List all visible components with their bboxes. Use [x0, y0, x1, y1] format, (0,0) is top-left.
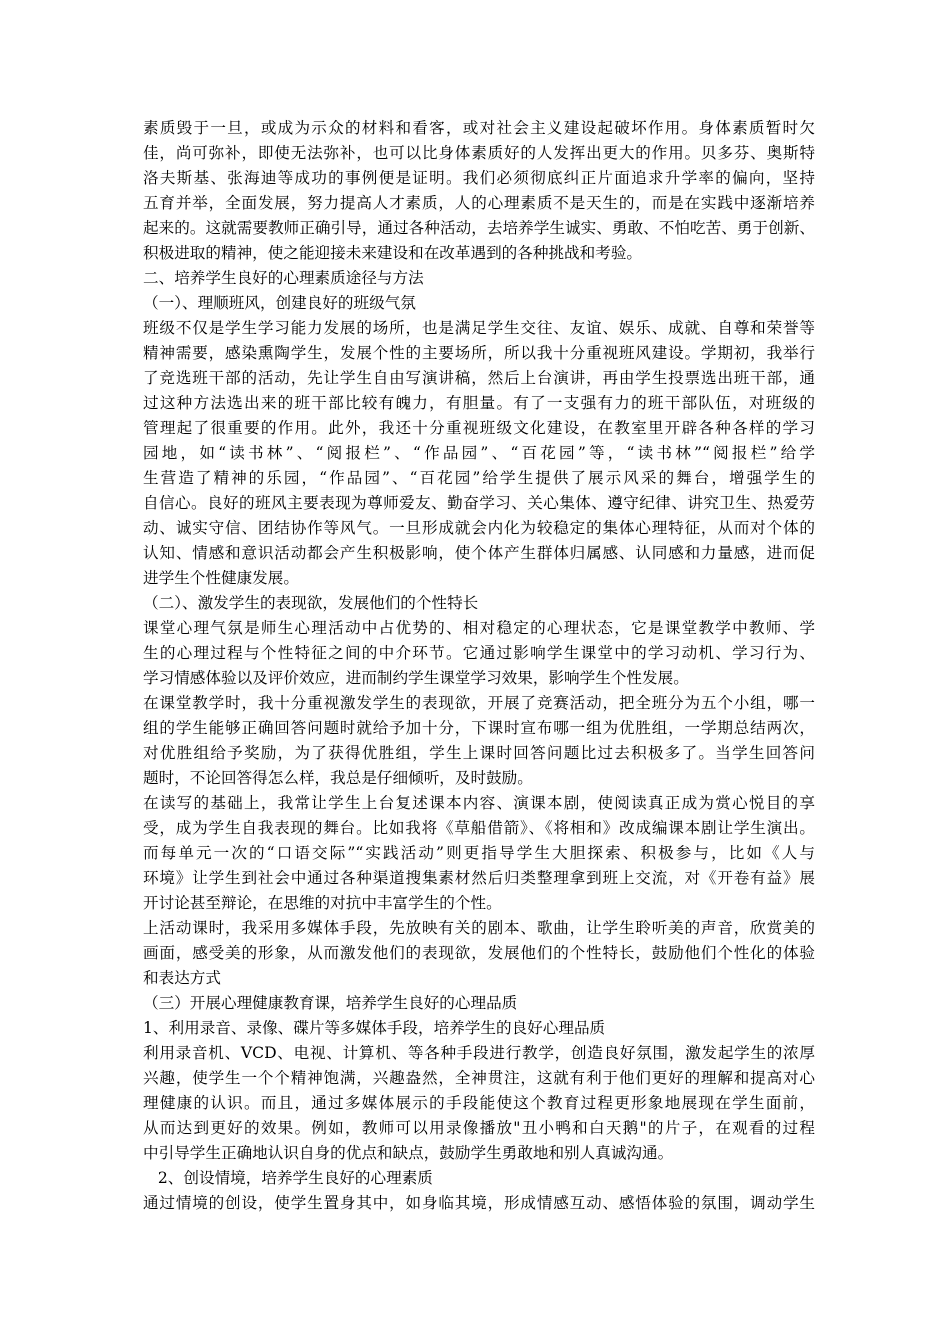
text-line: 和表达方式 — [143, 969, 221, 987]
text-line: 进学生个性健康发展。 — [143, 569, 299, 587]
text-line: 上活动课时，我采用多媒体手段，先放映有关的剧本、歌曲，让学生聆听美的声音，欣赏美的 — [143, 919, 815, 937]
text-line: 积极进取的精神，使之能迎接未来建设和在改革遇到的各种挑战和考验。 — [143, 244, 643, 262]
text-line: 中引导学生正确地认识自身的优点和缺点，鼓励学生勇敢地和别人真诚沟通。 — [143, 1144, 674, 1162]
text-line: 而每单元一次的“口语交际”“实践活动”则更指导学生大胆探索、积极参与，比如《人与 — [143, 844, 815, 862]
text-line: 自信心。良好的班风主要表现为尊师爱友、勤奋学习、关心集体、遵守纪律、讲究卫生、热爱劳 — [143, 494, 815, 512]
text-line: 精神需要，感染熏陶学生，发展个性的主要场所，所以我十分重视班风建设。学期初，我举行 — [143, 344, 815, 362]
text-line: 利用录音机、VCD、电视、计算机、等各种手段进行教学，创造良好氛围，激发起学生的浓厚 — [143, 1044, 815, 1062]
subsection-heading: （二）、激发学生的表现欲，发展他们的个性特长 — [143, 594, 479, 612]
text-line: 题时，不论回答得怎么样，我总是仔细倾听，及时鼓励。 — [143, 769, 533, 787]
text-line: 对优胜组给予奖励，为了获得优胜组，学生上课时回答问题比过去积极多了。当学生回答问 — [143, 744, 815, 762]
text-line: 通过情境的创设，使学生置身其中，如身临其境，形成情感互动、感悟体验的氛围，调动学生 — [143, 1194, 815, 1212]
item-heading: 1、利用录音、录像、碟片等多媒体手段，培养学生的良好心理品质 — [143, 1019, 606, 1037]
text-line: 了竞选班干部的活动，先让学生自由写演讲稿，然后上台演讲，再由学生投票选出班干部，通 — [143, 369, 815, 387]
text-line: 理健康的认识。而且，通过多媒体展示的手段能使这个教育过程更形象地展现在学生面前， — [143, 1094, 815, 1112]
subsection-heading: （三）开展心理健康教育课，培养学生良好的心理品质 — [143, 994, 518, 1012]
text-line: 园地，如“读书林”、“阅报栏”、“作品园”、“百花园”等，“读书林”“阅报栏”给学 — [143, 444, 815, 462]
text-line: 组的学生能够正确回答问题时就给予加十分，下课时宣布哪一组为优胜组，一学期总结两次， — [143, 719, 815, 737]
text-line: 五育并举，全面发展，努力提高人才素质，人的心理素质不是天生的，而是在实践中逐渐培养 — [143, 194, 815, 212]
text-line: 从而达到更好的效果。例如，教师可以用录像播放"丑小鸭和白天鹅"的片子，在观看的过程 — [143, 1119, 815, 1137]
text-line: 在课堂教学时，我十分重视激发学生的表现欲，开展了竞赛活动，把全班分为五个小组，哪一 — [143, 694, 815, 712]
text-line: 在读写的基础上，我常让学生上台复述课本内容、演课本剧，使阅读真正成为赏心悦目的享 — [143, 794, 815, 812]
text-line: 素质毁于一旦，或成为示众的材料和看客，或对社会主义建设起破坏作用。身体素质暂时欠 — [143, 119, 815, 137]
text-line: 洛夫斯基、张海迪等成功的事例便是证明。我们必须彻底纠正片面追求升学率的偏向，坚持 — [143, 169, 815, 187]
text-line: 班级不仅是学生学习能力发展的场所，也是满足学生交往、友谊、娱乐、成就、自尊和荣誉等 — [143, 319, 815, 337]
text-line: 生的心理过程与个性特征之间的中介环节。它通过影响学生课堂中的学习动机、学习行为、 — [143, 644, 815, 662]
document-body — [143, 116, 815, 1216]
text-line: 受，成为学生自我表现的舞台。比如我将《草船借箭》、《将相和》改成编课本剧让学生演出。 — [143, 819, 815, 837]
text-line: 动、诚实守信、团结协作等风气。一旦形成就会内化为较稳定的集体心理特征，从而对个体的 — [143, 519, 815, 537]
text-line: 生营造了精神的乐园，“作品园”、“百花园”给学生提供了展示风采的舞台，增强学生的 — [143, 469, 815, 487]
text-line: 环境》让学生到社会中通过各种渠道搜集素材然后归类整理拿到班上交流，对《开卷有益》展 — [143, 869, 815, 887]
text-line: 课堂心理气氛是师生心理活动中占优势的、相对稳定的心理状态，它是课堂教学中教师、学 — [143, 619, 815, 637]
text-line: 学习情感体验以及评价效应，进而制约学生课堂学习效果，影响学生个性发展。 — [143, 669, 689, 687]
item-heading: 2、创设情境，培养学生良好的心理素质 — [143, 1169, 433, 1187]
text-line: 兴趣，使学生一个个精神饱满，兴趣盎然，全神贯注，这就有利于他们更好的理解和提高对心 — [143, 1069, 815, 1087]
text-line: 画面，感受美的形象，从而激发他们的表现欲，发展他们的个性特长，鼓励他们个性化的体验 — [143, 944, 815, 962]
text-line: 过这种方法选出来的班干部比较有魄力，有胆量。有了一支强有力的班干部队伍，对班级的 — [143, 394, 815, 412]
text-line: 起来的。这就需要教师正确引导，通过各种活动，去培养学生诚实、勇敢、不怕吃苦、勇于创新、 — [143, 219, 815, 237]
text-line: 佳，尚可弥补，即使无法弥补，也可以比身体素质好的人发挥出更大的作用。贝多芬、奥斯特 — [143, 144, 815, 162]
text-line: 管理起了很重要的作用。此外，我还十分重视班级文化建设，在教室里开辟各种各样的学习 — [143, 419, 815, 437]
text-line: 开讨论甚至辩论，在思维的对抗中丰富学生的个性。 — [143, 894, 502, 912]
text-line: 认知、情感和意识活动都会产生积极影响，使个体产生群体归属感、认同感和力量感，进而促 — [143, 544, 815, 562]
subsection-heading: （一）、理顺班风，创建良好的班级气氛 — [143, 294, 416, 312]
section-heading: 二、培养学生良好的心理素质途径与方法 — [143, 269, 424, 287]
